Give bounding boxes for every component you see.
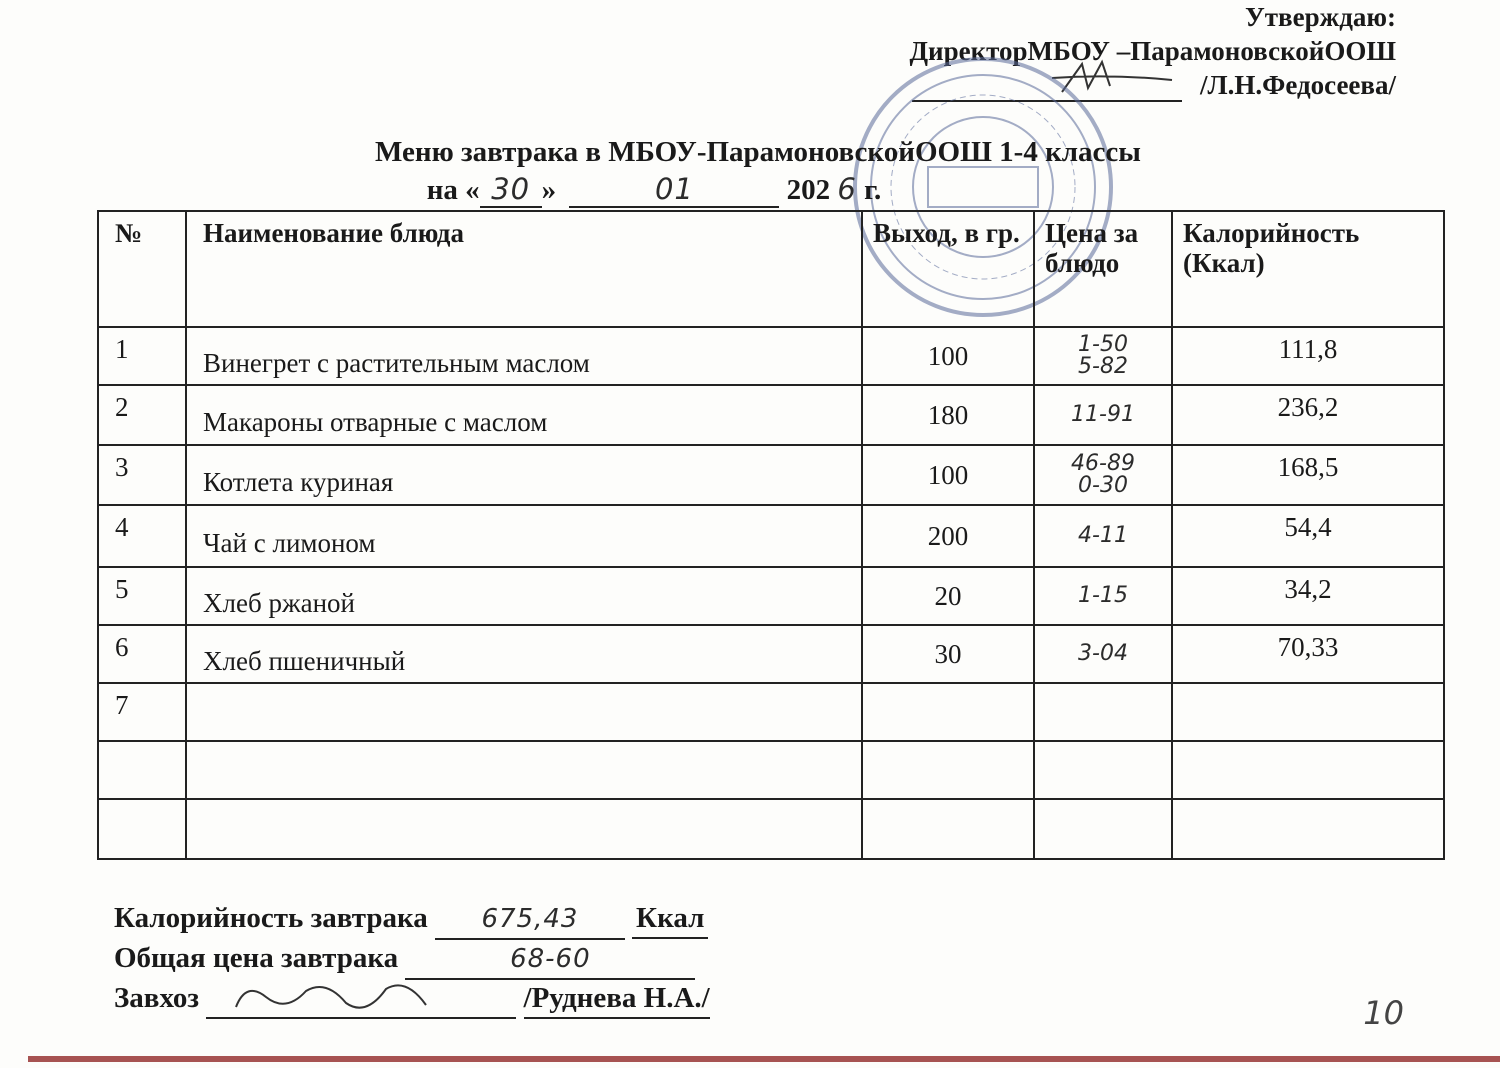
year-prefix: 202 xyxy=(786,174,831,206)
row-output: 30 xyxy=(862,625,1034,683)
date-mid: » xyxy=(541,174,557,206)
row-price xyxy=(1034,625,1172,683)
row-output xyxy=(862,683,1034,741)
table-row xyxy=(98,799,1444,859)
row-name: Чай с лимоном xyxy=(186,505,862,567)
approval-heading: Утверждаю: xyxy=(1244,2,1396,32)
price-summary-value: 68-60 xyxy=(405,941,695,980)
row-name xyxy=(186,799,862,859)
row-name: Котлета куриная xyxy=(186,445,862,505)
row-num: 7 xyxy=(98,683,186,741)
date-prefix: на « xyxy=(426,174,480,206)
calories-summary-label: Калорийность завтрака xyxy=(114,902,428,934)
menu-title: Меню завтрака в МБОУ-ПарамоновскойООШ 1-4 классы xyxy=(375,136,1141,168)
row-output: 200 xyxy=(862,505,1034,567)
calories-summary-unit: Ккал xyxy=(632,900,708,939)
row-price-line2: 5-82 xyxy=(1078,354,1128,379)
calories-summary xyxy=(114,900,710,940)
manager-signature xyxy=(206,987,516,1019)
row-num: 2 xyxy=(98,385,186,445)
row-price xyxy=(1034,445,1172,505)
row-price xyxy=(1034,505,1172,567)
row-num: 6 xyxy=(98,625,186,683)
row-calories xyxy=(1172,683,1444,741)
row-price xyxy=(1034,567,1172,625)
header-output: Выход, в гр. xyxy=(862,211,1034,327)
row-price xyxy=(1034,683,1172,741)
row-output: 180 xyxy=(862,385,1034,445)
summary-block xyxy=(114,900,710,1019)
manager-name: /Руднева Н.А./ xyxy=(524,980,710,1019)
table-row xyxy=(98,741,1444,799)
row-num xyxy=(98,741,186,799)
approval-position: ДиректорМБОУ –ПарамоновскойООШ xyxy=(909,36,1396,66)
manager-signature-scribble xyxy=(206,977,516,1017)
table-row xyxy=(98,505,1444,567)
table-header-row xyxy=(98,211,1444,327)
manager-row xyxy=(114,980,710,1019)
date-month: 01 xyxy=(569,172,779,208)
row-name: Макароны отварные с маслом xyxy=(186,385,862,445)
row-price-line1: 3-04 xyxy=(1078,641,1128,666)
row-calories xyxy=(1172,799,1444,859)
row-calories xyxy=(1172,741,1444,799)
row-name: Хлеб ржаной xyxy=(186,567,862,625)
price-summary xyxy=(114,940,710,980)
header-price: Цена за блюдо xyxy=(1034,211,1172,327)
director-name: /Л.Н.Федосеева/ xyxy=(1200,70,1396,100)
header-num: № xyxy=(98,211,186,327)
row-price xyxy=(1034,327,1172,385)
row-price xyxy=(1034,385,1172,445)
row-name: Винегрет с растительным маслом xyxy=(186,327,862,385)
menu-date-line xyxy=(0,172,1404,208)
row-num xyxy=(98,799,186,859)
row-calories: 236,2 xyxy=(1172,385,1444,445)
row-output: 100 xyxy=(862,327,1034,385)
row-calories: 70,33 xyxy=(1172,625,1444,683)
table-row xyxy=(98,385,1444,445)
year-suffix: г. xyxy=(864,174,882,206)
calories-summary-value: 675,43 xyxy=(435,901,625,940)
year-digit: 6 xyxy=(837,172,857,206)
bottom-edge-bar xyxy=(28,1056,1500,1062)
row-output: 100 xyxy=(862,445,1034,505)
row-output xyxy=(862,799,1034,859)
row-price xyxy=(1034,799,1172,859)
table-row xyxy=(98,445,1444,505)
row-calories: 111,8 xyxy=(1172,327,1444,385)
row-price-line1: 46-89 xyxy=(1071,451,1135,476)
row-num: 1 xyxy=(98,327,186,385)
row-price-line1: 11-91 xyxy=(1071,402,1135,427)
table-row xyxy=(98,567,1444,625)
row-name xyxy=(186,741,862,799)
row-output xyxy=(862,741,1034,799)
row-name: Хлеб пшеничный xyxy=(186,625,862,683)
table-row xyxy=(98,683,1444,741)
page-number: 10 xyxy=(1363,994,1404,1032)
row-num: 4 xyxy=(98,505,186,567)
row-calories: 168,5 xyxy=(1172,445,1444,505)
row-price-line2: 0-30 xyxy=(1078,473,1128,498)
table-row xyxy=(98,625,1444,683)
row-price-line1: 1-15 xyxy=(1078,583,1128,608)
header-name: Наименование блюда xyxy=(186,211,862,327)
table-row xyxy=(98,327,1444,385)
row-price-line1: 4-11 xyxy=(1078,523,1128,548)
row-name xyxy=(186,683,862,741)
row-num: 3 xyxy=(98,445,186,505)
row-calories: 34,2 xyxy=(1172,567,1444,625)
manager-label: Завхоз xyxy=(114,982,200,1014)
row-price xyxy=(1034,741,1172,799)
menu-table xyxy=(97,210,1445,860)
row-num: 5 xyxy=(98,567,186,625)
row-calories: 54,4 xyxy=(1172,505,1444,567)
date-day: 30 xyxy=(480,172,542,208)
row-output: 20 xyxy=(862,567,1034,625)
row-price-line1: 1-50 xyxy=(1078,332,1128,357)
price-summary-label: Общая цена завтрака xyxy=(114,942,399,974)
header-calories: Калорийность (Ккал) xyxy=(1172,211,1444,327)
